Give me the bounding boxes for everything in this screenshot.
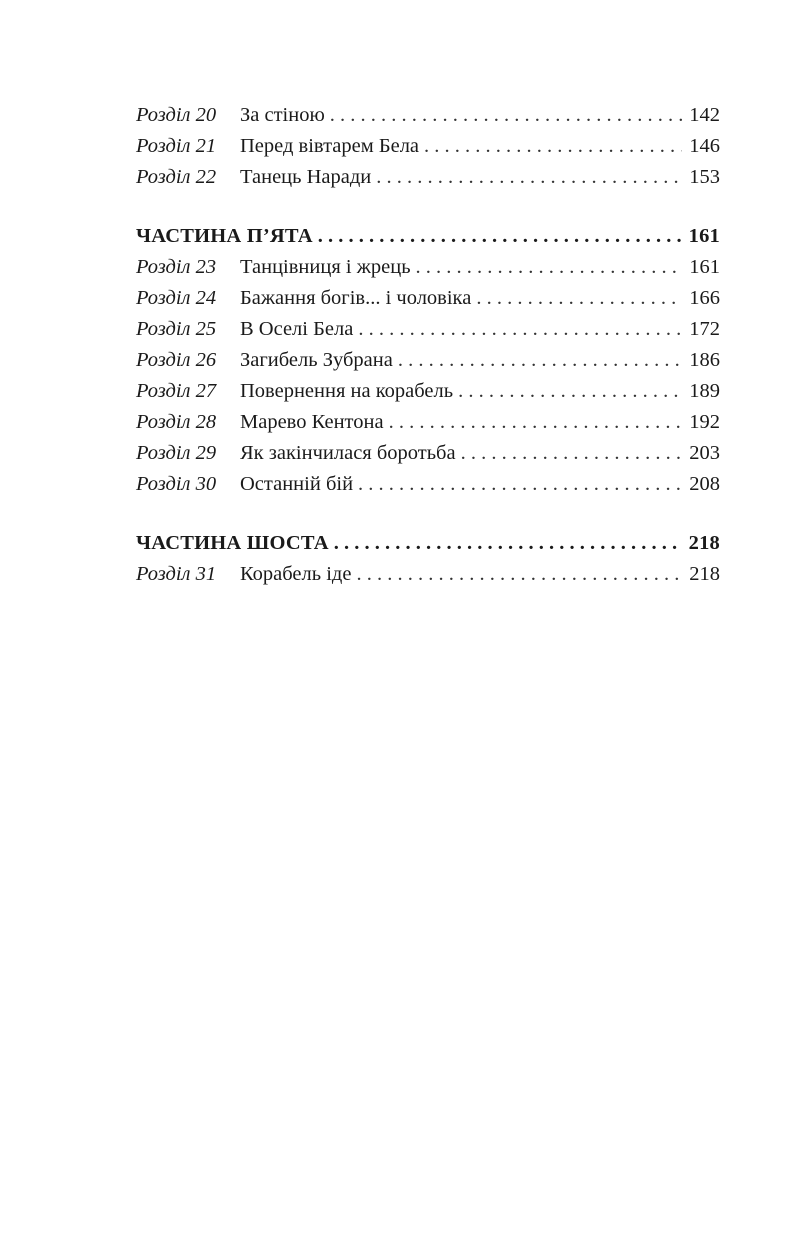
page-number: 189 bbox=[689, 380, 720, 402]
section-gap bbox=[136, 193, 720, 221]
page-number: 142 bbox=[689, 104, 720, 126]
dot-leader bbox=[389, 407, 682, 438]
chapter-label: Розділ 22 bbox=[136, 166, 217, 188]
chapter-title: Як закінчилася боротьба bbox=[240, 442, 456, 464]
chapter-label: Розділ 24 bbox=[136, 287, 217, 309]
toc-entry-chapter-27 bbox=[136, 376, 720, 407]
chapter-label: Розділ 28 bbox=[136, 411, 217, 433]
table-of-contents bbox=[136, 100, 720, 590]
toc-entry-chapter-24 bbox=[136, 283, 720, 314]
dot-leader bbox=[330, 100, 682, 131]
toc-entry-chapter-31 bbox=[136, 559, 720, 590]
toc-entry-chapter-21 bbox=[136, 131, 720, 162]
page-number: 203 bbox=[689, 442, 720, 464]
page-number: 208 bbox=[689, 473, 720, 495]
chapter-label: Розділ 20 bbox=[136, 104, 217, 126]
page-number: 186 bbox=[689, 349, 720, 371]
toc-entry-chapter-28 bbox=[136, 407, 720, 438]
page-number: 172 bbox=[689, 318, 720, 340]
toc-entry-chapter-22 bbox=[136, 162, 720, 193]
chapter-title: Корабель іде bbox=[240, 563, 352, 585]
part-title: ЧАСТИНА П’ЯТА bbox=[136, 225, 313, 247]
toc-entry-chapter-26 bbox=[136, 345, 720, 376]
dot-leader bbox=[424, 131, 682, 162]
chapter-title: Танцівниця і жрець bbox=[240, 256, 411, 278]
toc-entry-chapter-20 bbox=[136, 100, 720, 131]
section-gap bbox=[136, 500, 720, 528]
toc-entry-chapter-23 bbox=[136, 252, 720, 283]
chapter-title: Загибель Зубрана bbox=[240, 349, 393, 371]
page-number: 153 bbox=[689, 166, 720, 188]
dot-leader bbox=[356, 559, 682, 590]
chapter-title: В Оселі Бела bbox=[240, 318, 354, 340]
chapter-label: Розділ 23 bbox=[136, 256, 217, 278]
chapter-label: Розділ 27 bbox=[136, 380, 217, 402]
page-number: 161 bbox=[688, 225, 720, 247]
chapter-label: Розділ 26 bbox=[136, 349, 217, 371]
dot-leader bbox=[358, 469, 682, 500]
toc-entry-chapter-25 bbox=[136, 314, 720, 345]
chapter-title: Танець Наради bbox=[240, 166, 372, 188]
page-number: 218 bbox=[688, 532, 720, 554]
chapter-title: Повернення на корабель bbox=[240, 380, 454, 402]
page-number: 146 bbox=[689, 135, 720, 157]
toc-entry-chapter-29 bbox=[136, 438, 720, 469]
chapter-label: Розділ 21 bbox=[136, 135, 217, 157]
chapter-label: Розділ 31 bbox=[136, 563, 217, 585]
dot-leader bbox=[398, 345, 682, 376]
chapter-label: Розділ 29 bbox=[136, 442, 217, 464]
dot-leader bbox=[476, 283, 682, 314]
chapter-label: Розділ 25 bbox=[136, 318, 217, 340]
toc-entry-chapter-30 bbox=[136, 469, 720, 500]
dot-leader bbox=[318, 221, 682, 252]
dot-leader bbox=[458, 376, 682, 407]
part-title: ЧАСТИНА ШОСТА bbox=[136, 532, 329, 554]
toc-part-six bbox=[136, 528, 720, 559]
chapter-label: Розділ 30 bbox=[136, 473, 217, 495]
chapter-title: Марево Кентона bbox=[240, 411, 384, 433]
chapter-title: Останній бій bbox=[240, 473, 354, 495]
dot-leader bbox=[376, 162, 682, 193]
dot-leader bbox=[461, 438, 682, 469]
page-number: 218 bbox=[689, 563, 720, 585]
dot-leader bbox=[358, 314, 682, 345]
chapter-title: Перед вівтарем Бела bbox=[240, 135, 420, 157]
toc-part-five bbox=[136, 221, 720, 252]
page-number: 192 bbox=[689, 411, 720, 433]
dot-leader bbox=[416, 252, 682, 283]
page-number: 161 bbox=[689, 256, 720, 278]
chapter-title: За стіною bbox=[240, 104, 325, 126]
chapter-title: Бажання богів... і чоловіка bbox=[240, 287, 472, 309]
page-number: 166 bbox=[689, 287, 720, 309]
dot-leader bbox=[334, 528, 682, 559]
